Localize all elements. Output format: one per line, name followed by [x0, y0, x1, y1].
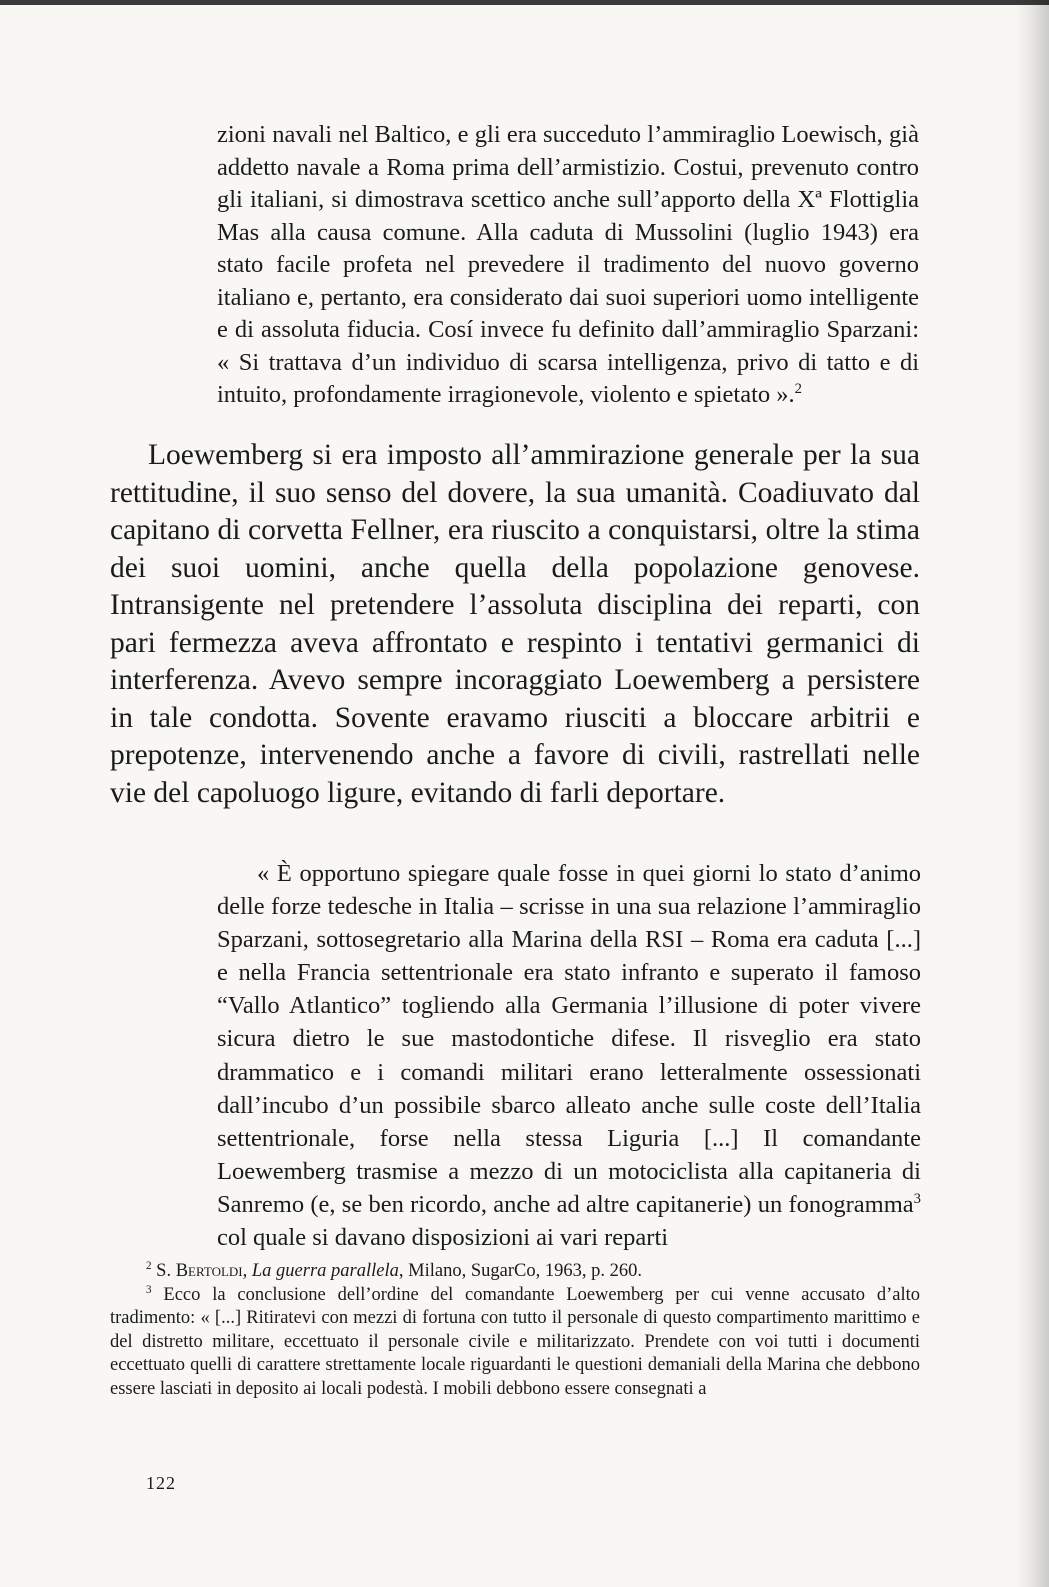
footnote-mark-2: 2 [794, 380, 802, 397]
footnote-number: 2 [146, 1259, 152, 1272]
quote-block-2-tail: col quale si davano disposizioni ai vari reparti [217, 1224, 669, 1252]
quote-block-2-text: « È opportuno spiegare quale fosse in quei giorni lo stato d’animo delle forze tedesche in Italia – scrisse in una sua relazione l’ammiraglio Sparzani, sottosegretario alla Marina della RSI – Roma era caduta [...] e nella Francia settentrionale era stato infranto e superato il famoso “Vallo Atlantico” togliendo alla Germania l’illusione di poter vivere sicura dietro le sue mastodontiche difese. Il risveglio era stato drammatico e i comandi militari erano letteralmente ossessionati dall’incubo d’un possibile sbarco alleato anche sulle coste dell’Italia settentrionale, forse nella stessa Liguria [...] Il comandante Loewemberg trasmise a mezzo di un motociclista alla capitaneria di Sanremo (e, se ben ricordo, anche ad altre capitanerie) un fonogramma [217, 860, 921, 1218]
page-number: 122 [146, 1473, 176, 1493]
footnote-mark-3: 3 [913, 1190, 921, 1207]
page-top-edge [0, 0, 1049, 5]
footnote-publication: , Milano, SugarCo, 1963, p. 260. [398, 1261, 642, 1281]
page-edge-shadow [1015, 0, 1049, 1587]
footnotes [110, 1260, 920, 1402]
body-paragraph [110, 437, 920, 812]
quote-block-1-text: zioni navali nel Baltico, e gli era succeduto l’ammiraglio Loewisch, già addetto navale a Roma prima dell’armistizio. Costui, prevenuto contro gli italiani, si dimostrava scettico anche sull’apporto della Xª Flottiglia Mas alla causa comune. Alla caduta di Mussolini (luglio 1943) era stato facile profeta nel prevedere il tradimento del nuovo governo italiano e, pertanto, era considerato dai suoi superiori uomo intelligente e di assoluta fiducia. Cosí invece fu definito dall’ammiraglio Sparzani: « Si trattava d’un individuo di scarsa intelligenza, privo di tatto e di intuito, profondamente irragionevole, violento e spietato ». [217, 121, 919, 408]
footnote-2 [110, 1260, 920, 1284]
footnote-author: S. Bertoldi [156, 1261, 243, 1281]
body-paragraph-text: Loewemberg si era imposto all’ammirazione generale per la sua rettitudine, il suo senso del dovere, la sua umanità. Coadiuvato dal capitano di corvetta Fellner, era riuscito a conquistarsi, oltre la stima dei suoi uomini, anche quella della popolazione genovese. Intransigente nel pretendere l’assoluta disciplina dei reparti, con pari fermezza aveva affrontato e respinto i tentativi germanici di interferenza. Avevo sempre incoraggiato Loewemberg a persistere in tale condotta. Sovente eravamo riusciti a bloccare arbitrii e prepotenze, intervenendo anche a favore di civili, rastrellati nelle vie del capoluogo ligure, evitando di farli deportare. [110, 439, 920, 809]
footnote-number: 3 [146, 1283, 152, 1296]
quote-block-2 [217, 857, 921, 1254]
footnote-separator: , [242, 1261, 252, 1281]
footnote-text: Ecco la conclusione dell’ordine del comandante Loewemberg per cui venne accusato d’alto tradimento: « [...] Ritiratevi con mezzi di fortuna con tutto il personale di questo compartimento marittimo e del distretto militare, eccettuato il personale civile e militarizzato. Prendete con voi tutti i documenti eccettuato quelli di carattere strettamente locale riguardanti le questioni demaniali della Marina che debbono essere lasciati in deposito ai locali podestà. I mobili debbono essere consegnati a [110, 1284, 920, 1399]
footnote-3 [110, 1284, 920, 1402]
quote-block-1 [217, 119, 919, 412]
footnote-book-title: La guerra parallela [251, 1261, 399, 1281]
